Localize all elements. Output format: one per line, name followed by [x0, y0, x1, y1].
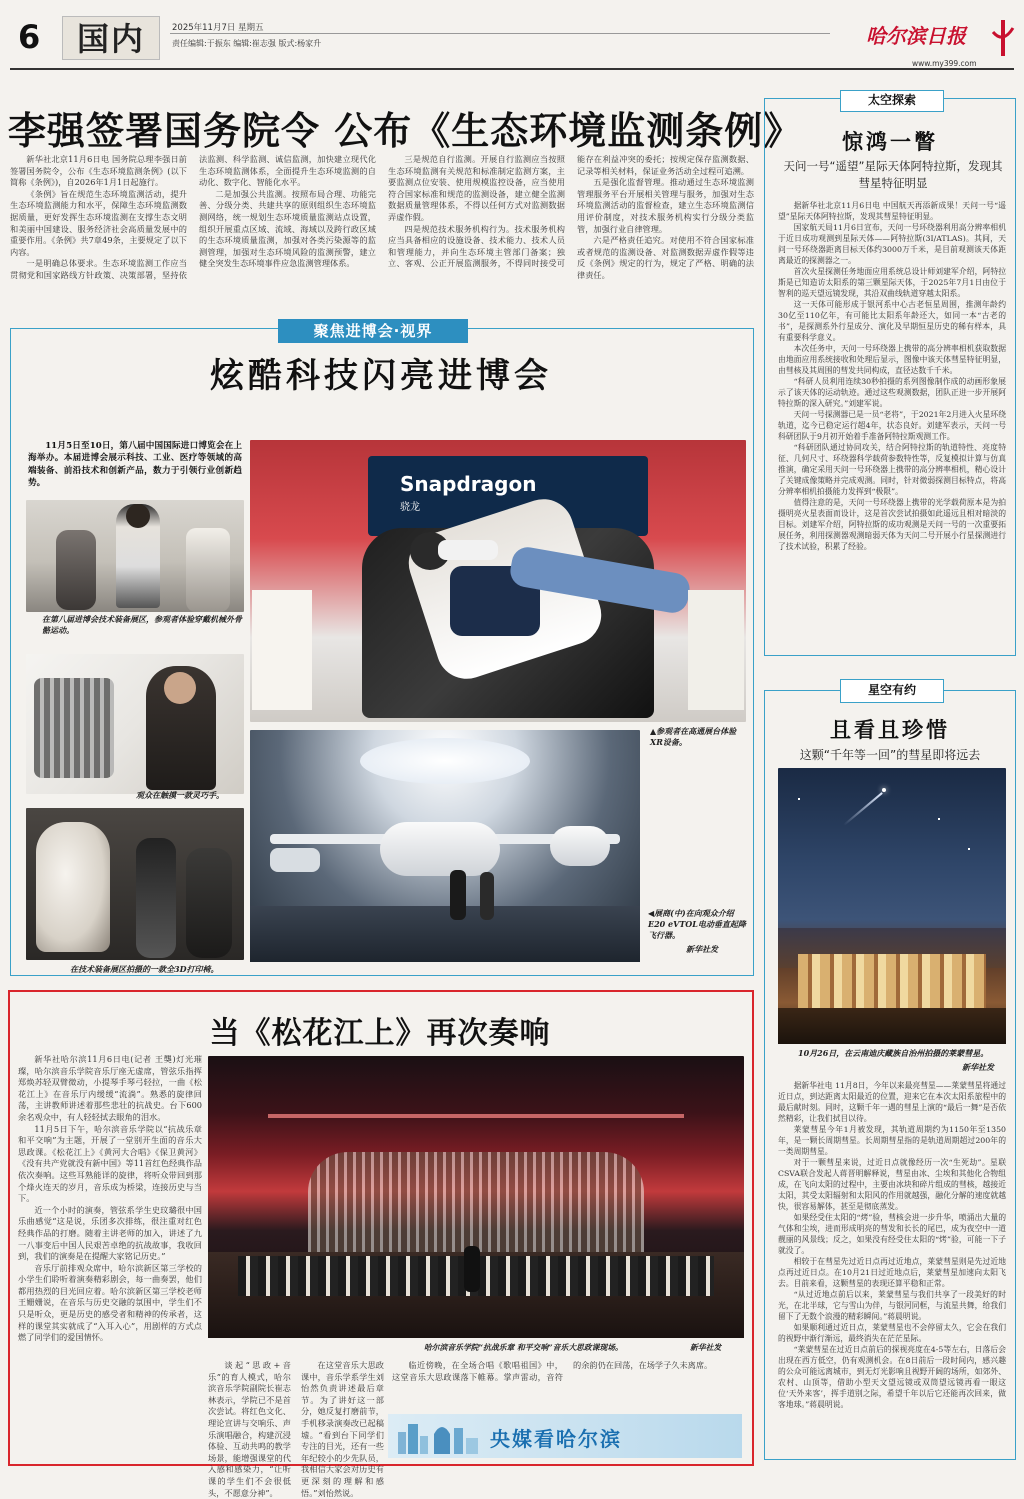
photo-robot-hand: [26, 654, 244, 794]
songhua-paragraph: 新华社哈尔滨11月6日电(记者 王龑)灯光璀璨，哈尔滨音乐学院音乐厅座无虚席，管弦乐指挥郑焕苏轻双臂微动，小提琴手琴弓轻拉，一曲《松花江上》在音乐厅内缓缓“流淌”。熟悉的旋律回荡，主讲教师讲述着那些悲壮的抗战史。台下600余名观众中，有人轻轻拭去眼角的泪水。: [18, 1054, 202, 1122]
snapdragon-brand: Snapdragon: [400, 472, 537, 496]
comet-paragraph: “莱蒙彗星在过近日点前后的探视亮度在4-5等左右，日落后会出现在西方低空，仍有观测机会。在8日前后一段时间内，感兴趣的公众可能远离城市，到无灯光影响且视野开阔的场所，如郊外、农村、山顶等，借助小型天文望远镜或双筒望远镜再看一眼这位‘天外来客’，挥手道别之际，希望千年以后它还能再次回来，做客地球。”蒋晨明说。: [778, 1345, 1006, 1409]
header-divider: [170, 33, 830, 34]
songhua-right-columns: [392, 1360, 744, 1410]
lead-paragraph: 五是强化监督管理。推动通过生态环境监测管理服务平台开展相关管理与服务，加强对生态环境监测活动的监督检查，建立生态环境监测信用评价制度，对技术服务机构实行分级分类监管，加强行业自律管理。: [577, 177, 754, 234]
space-paragraph: 国家航天局11月6日宣布，天问一号环绕器利用高分辨率相机于近日成功观测到星际天体——阿特拉斯(3I/ATLAS)。其间，天问一号环绕器距离目标天体约3000万千米，是目前观测该天体距离最近的探测器之一。: [778, 223, 1006, 265]
space-subheadline: 天问一号“遥望”星际天体阿特拉斯，发现其彗星特征明显: [783, 159, 1003, 190]
caption-xr: ▲参观者在高通展台体验XR设备。: [650, 726, 737, 747]
comet-paragraph: 莱蒙彗星今年1月被发现，其轨道周期约为1150年至1350年，是一颗长周期彗星。长周期彗星指的是轨道周期超过200年的一类周期彗星。: [778, 1125, 1006, 1156]
caption-exoskeleton: 在第八届进博会技术装备展区，参观者体验穿戴机械外骨骼运动。: [42, 614, 242, 635]
lead-paragraph: 六是严格责任追究。对使用不符合国家标准或者规范的监测设备、对监测数据弄虚作假等违反《条例》规定的行为，规定了严格、明确的法律责任。: [577, 235, 754, 280]
comet-photo-credit: 新华社发: [962, 1062, 994, 1072]
songhua-paragraph: 音乐厅前排观众席中，哈尔滨新区第三学校的小学生们聆听着演奏精彩剧会，每一曲奏罢，他们都用热烈的目光回应着。哈尔滨新区第三学校老师王姗姗说，在音乐与历史交融的氛围中，学生们不只是听众，更是历史的感受者和精神的传承者，这样的课堂其实就成了“入耳入心”，用剧样的方式点燃了同学们的爱国情怀。: [18, 1262, 202, 1343]
comet-body: [778, 1080, 1006, 1410]
page-number: 6: [18, 18, 41, 56]
photo-concert: [208, 1056, 744, 1338]
songhua-left-column: [18, 1054, 202, 1344]
concert-photo-credit: 新华社发: [690, 1343, 722, 1352]
space-paragraph: 值得注意的是，天问一号环绕器上携带的光学载荷原本是为拍摄明亮火星表面而设计，这是首次尝试拍摄如此遥远且相对暗淡的目标。刘建军介绍，阿特拉斯的成功观测是天问一号的一次重要拓展任务，利用探测器观测暗弱天体为天问二号开展小行星探测进行了技术试验，积累了经验。: [778, 498, 1006, 551]
expo-headline: 炫酷科技闪亮进博会: [210, 356, 552, 396]
snapdragon-brand-cn: 骁龙: [400, 502, 420, 513]
issue-date: 2025年11月7日 星期五: [172, 23, 264, 33]
caption-concert: 哈尔滨音乐学院“抗战乐章 和平交响”音乐大思政课现场。: [424, 1343, 623, 1352]
section-label: 国内: [62, 16, 160, 60]
songhua-paragraph: 近一个小时的演奏，管弦系学生史玟璐很中国乐曲感觉“这是说，乐团多次排练，很注重对红色经典作品的打磨。随着主讲老师的加入，讲述了九一八事变后中国人民艰苦卓绝的抗战故事，我收回到，我们的演奏是在提醒大家铭记历史。”: [18, 1204, 202, 1262]
masthead-logo: 哈尔滨日报: [866, 24, 966, 48]
lead-body: [10, 154, 754, 304]
website-url: www.my399.com: [912, 59, 977, 68]
caption-evtol: ◀展商(中)在向观众介绍E20 eVTOL电动垂直起降飞行器。: [648, 908, 746, 940]
space-paragraph: 天问一号探测器已是一员“老将”，于2021年2月进入火星环绕轨道，迄今已稳定运行超4年，状态良好。刘建军表示，天问一号科研团队于9月初开始着手准备阿特拉斯观测工作。: [778, 410, 1006, 441]
space-headline: 惊鸿一瞥: [842, 130, 938, 154]
songhua-mid-columns: [208, 1360, 384, 1499]
caption-robot-hand: 观众在触摸一款灵巧手。: [136, 790, 224, 800]
songhua-paragraph: 临近傍晚，在全场合唱《歌唱祖国》中，这堂音乐大思政课落下帷幕。掌声雷动，音符的余韵仍在回荡，在场学子久未离席。: [392, 1360, 713, 1382]
banner-central-media-text: 央媒看哈尔滨: [490, 1427, 622, 1451]
masthead-mark-icon: [990, 18, 1016, 58]
space-body: [778, 200, 1006, 552]
comet-paragraph: “从过近地点前后以来，莱蒙彗星与我们共享了一段美好的时光，在北半球，它与雪山为伴，与银河同框，与流星共舞，给我们留下了无数个浪漫的精彩瞬间。”蒋晨明说。: [778, 1290, 1006, 1321]
caption-3d-chair: 在技术装备展区拍摄的一款全3D打印椅。: [70, 964, 219, 974]
songhua-paragraph: 11月5日下午，哈尔滨音乐学院以“抗战乐章 和平交响”为主题，开展了一堂别开生面的音乐大思政课。《松花江上》《黄河大合唱》《保卫黄河》《没有共产党就没有新中国》等11首红色经典作品依次奏响。这些耳熟能详的旋律，将听众带回到那个烽火连天的岁月，音乐成为桥梁，连接历史与当下。: [18, 1123, 202, 1204]
caption-comet: 10月26日，在云南迪庆藏族自治州拍摄的莱蒙彗星。: [798, 1048, 989, 1058]
photo-xr-experience: [250, 440, 746, 722]
lead-paragraph: 《条例》旨在规范生态环境监测活动，提升生态环境监测能力和水平，保障生态环境监测数据质量，更好发挥生态环境监测在支撑生态文明和美丽中国建设、服务经济社会高质量发展中的重要作用。《条例》共7章49条，主要规定了以下内容。: [10, 188, 187, 257]
comet-headline: 且看且珍惜: [830, 718, 950, 742]
space-paragraph: “科研团队通过协同攻关，结合阿特拉斯的轨道特性、亮度特征、几何尺寸、环绕器科学载荷参数特性等，反复模拟计算与仿真推演，确定采用天问一号环绕器上携带的高分辨率相机，精心设计了关键成像策略并完成观测。同时，针对微弱探测目标特点，将高分辨率相机拍摄能力发挥到“极限”。: [778, 443, 1006, 496]
editor-credits: 责任编辑:于振东 编辑:崔志强 版式:杨家升: [172, 39, 322, 48]
lead-paragraph: 二是加强公共监测。按照布局合理、功能完善、分级分类、共建共享的原则组织生态环境监测网络，统一规划生态环境质量监测站点设置，组织开展重点区域、流域、海域以及跨行政区域的生态环境质量监测，加强对各类污染源等的监测管理，加强对生态环境风险的监测预警，建立健全突发生态环境事件应急监测管理体系。: [199, 188, 376, 269]
comet-subheadline: 这颗“千年等一回”的彗星即将远去: [799, 748, 981, 762]
space-paragraph: 本次任务中，天问一号环绕器上携带的高分辨率相机获取数据由地面应用系统接收和处理后显示，图像中该天体彗星特征明显，由彗核及其周围的彗发共同构成，直径达数千千米。: [778, 344, 1006, 375]
photo-comet: [778, 768, 1006, 1044]
space-section-tag: 太空探索: [840, 90, 944, 112]
comet-paragraph: 如果经受住太阳的“烤”验，彗核会进一步升华，喷涌出大量的气体和尘埃，进而形成明亮的彗发和长长的尾巴，成为夜空中一道靓丽的风景线；反之，如果没有经受住太阳的“烤”验，可能一下子就没了。: [778, 1213, 1006, 1255]
lead-headline: 李强签署国务院令 公布《生态环境监测条例》: [8, 109, 803, 153]
space-paragraph: “科研人员利用连续30秒拍摄的系列图像制作成的动画形象展示了该天体的运动轨迹。通过这些观测数据，团队正进一步开展阿特拉斯的深入研究。”刘建军说。: [778, 377, 1006, 408]
lead-paragraph: 三是规范自行监测。开展自行监测应当按照生态环境监测有关规范和标准制定监测方案，主要监测点位安装、使用规模监控设备，应当使用符合国家标准和规范的监测设备，建立健全监测数据质量管理体系，不得以任何方式对监测数据弄虚作假。: [388, 154, 565, 222]
lead-paragraph: 新华社北京11月6日电 国务院总理李强日前签署国务院令，公布《生态环境监测条例》(以下简称《条例》)，自2026年1月1日起施行。: [10, 154, 187, 188]
photo-3d-chair: [26, 808, 244, 960]
expo-photo-credit: 新华社发: [686, 944, 718, 954]
songhua-paragraph: 在这堂音乐大思政课中，音乐学系学生刘怡然负责讲述最后章节。为了讲好这一部分，她反复打磨前节，手机移录演奏改已起稿墟。“看到台下同学们专注的目光，还有一些年纪较小的少先队员，我相信大家会对历史有更深刻的理解和感悟。”刘怡然说。: [301, 1360, 384, 1498]
skyline-icon: [394, 1418, 484, 1454]
lead-paragraph: 四是规范技术服务机构行为。技术服务机构应当具备相应的设施设备、技术能力、技术人员和管理能力，并向生态环境主管部门备案；独立、客观、公正开展监测服务，不得同时接受可能存在利益冲突的委托；按规定保存监测数据、记录等相关材料，保证业务活动全过程可追溯。: [388, 154, 754, 269]
comet-section-tag: 星空有约: [840, 679, 944, 703]
lead-paragraph: 一是明确总体要求。生态环境监测工作应当贯彻党和国家路线方针政策、决策部署，坚持依法监测、科学监测、诚信监测，加快建立现代化生态环境监测体系，全面提升生态环境监测的自动化、数字化、智能化水平。: [10, 154, 376, 280]
space-paragraph: 首次火星探测任务地面应用系统总设计师刘建军介绍，阿特拉斯是已知造访太阳系的第三颗星际天体，于2025年7月1日由位于智利的巡天望远镜发现，其沿双曲线轨道穿越太阳系。: [778, 267, 1006, 298]
photo-evtol: [250, 730, 640, 962]
header-rule: [10, 68, 1014, 70]
expo-intro: 11月5日至10日，第八届中国国际进口博览会在上海举办。本届进博会展示科技、工业、医疗等领域的高端装备、前沿技术和创新产品，数力于引领行业创新趋势。: [28, 441, 242, 489]
photo-exoskeleton: [26, 500, 244, 612]
comet-paragraph: 对于一颗彗星来说，过近日点就像经历一次“生死劫”。星联CSVA联合发起人蒋晋明解释说，彗星由冰、尘埃和其他化合物组成，在飞向太阳的过程中，主要由冰块和碎片组成的彗核，越接近太阳，其受太阳辐射和太阳风的作用就越强，融化分解的速度就越快，很容易解体，甚至是彻底蒸发。: [778, 1158, 1006, 1211]
space-paragraph: 这一天体可能形成于银河系中心古老恒星周围，推测年龄约30亿至110亿年，有可能比太阳系年龄还大，如同一本“古老的书”，是探测系外行星成分、演化及早期恒星历史的稀有样本，具有重要科学意义。: [778, 300, 1006, 342]
songhua-headline: 当《松花江上》再次奏响: [209, 1016, 551, 1051]
space-paragraph: 据新华社北京11月6日电 中国航天再添新成果！天问一号“遥望”星际天体阿特拉斯，发现其彗星特征明显。: [778, 201, 1006, 221]
comet-paragraph: 相较于在彗星先过近日点再过近地点，莱蒙彗星则是先过近地点再过近日点。在10月21日过近地点后，莱蒙彗星加速向太阳飞去。目前来看，这颗彗星的表现还算平稳和正常。: [778, 1257, 1006, 1288]
comet-paragraph: 如果顺利通过近日点，莱蒙彗星也不会停留太久，它会在我们的视野中渐行渐远，最终消失在茫茫星际。: [778, 1323, 1006, 1343]
expo-section-tag: 聚焦进博会·视界: [278, 319, 468, 343]
comet-paragraph: 据新华社电 11月8日，今年以来最亮彗星——莱蒙彗星将通过近日点，到达距离太阳最近的位置，迎来它在本次太阳系旅程中的最后献时刻。同时，这颗千年一遇的彗星上演的“最后一舞”是否依然精彩，让我们拭目以待。: [778, 1081, 1006, 1123]
songhua-paragraph: 谈起“思政+音乐”的育人模式，哈尔滨音乐学院副院长崔志林表示，学院已不是首次尝试。将红色文化、理论宣讲与交响乐、声乐演唱融合，构建沉浸体验、互动共鸣的教学场景，能增强课堂的代入感和感染力，“让听课的学生们不会很低头，不愿意分神”。: [208, 1360, 291, 1498]
